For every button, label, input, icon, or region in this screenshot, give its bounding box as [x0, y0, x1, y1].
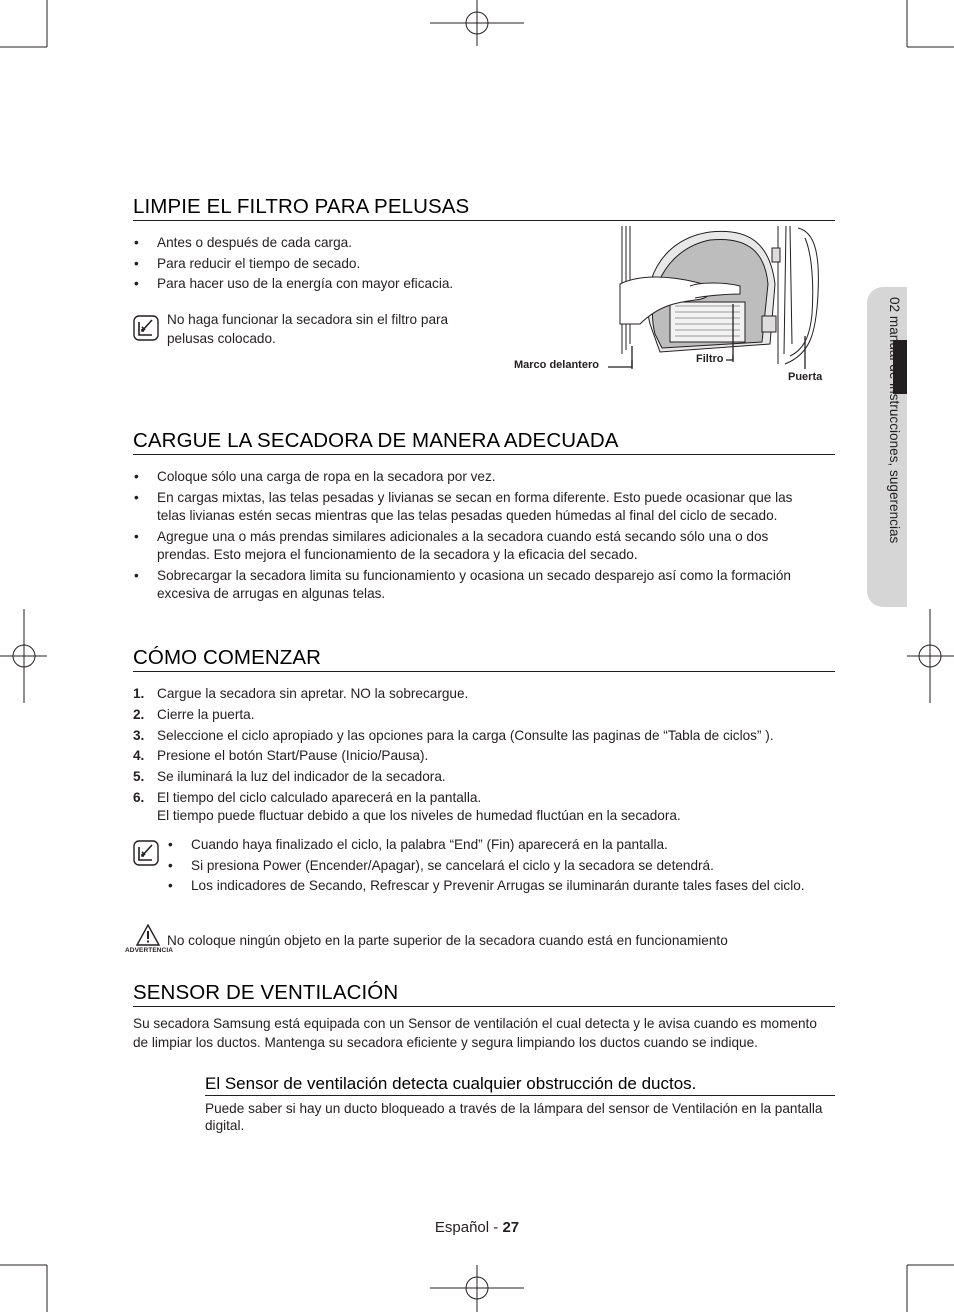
step-item: [133, 685, 828, 704]
step-text: Cargue la secadora sin apretar. NO la sobrecargue.: [157, 686, 469, 701]
list-item: • Los indicadores de Secando, Refrescar y Prevenir Arrugas se iluminarán durante tales fases del ciclo.: [167, 877, 817, 896]
note-icon: [133, 840, 159, 866]
footer-separator: -: [489, 1219, 503, 1236]
chapter-tab-label: 02 manual de instrucciones, sugerencias: [887, 297, 902, 544]
vent-subtitle: El Sensor de ventilación detecta cualquier obstrucción de ductos.: [205, 1073, 835, 1096]
section-title-lint-filter: LIMPIE EL FILTRO PARA PELUSAS: [133, 195, 835, 221]
step-number: 3.: [133, 727, 145, 743]
leader-line-front-frame: [606, 360, 636, 372]
page-footer: [0, 1219, 954, 1236]
list-item: • Cuando haya finalizado el ciclo, la palabra “End” (Fin) aparecerá en la pantalla.: [167, 836, 817, 855]
list-item: • Agregue una o más prendas similares adicionales a la secadora cuando está secando sólo una o dos prendas. Esto mejora el funcionamiento de la secadora y la eficacia del secado.: [133, 528, 823, 565]
step-text: El tiempo del ciclo calculado aparecerá en la pantalla.: [157, 789, 482, 805]
step-number: 6.: [133, 789, 145, 805]
step-text: Se iluminará la luz del indicador de la secadora.: [157, 769, 446, 785]
step-text-extra: El tiempo puede fluctuar debido a que los niveles de humedad fluctúan en la secadora.: [157, 808, 681, 824]
section-title-getting-started: CÓMO COMENZAR: [133, 646, 835, 672]
step-item: [133, 789, 828, 826]
step-item: [133, 727, 828, 746]
vent-subtext: Puede saber si hay un ducto bloqueado a través de la lámpara del sensor de Ventilación en la pantalla digital.: [205, 1101, 823, 1133]
label-door: Puerta: [788, 371, 823, 383]
step-item: [133, 706, 828, 725]
lint-bullet-list: [133, 234, 493, 296]
start-note-list: [167, 836, 817, 898]
lint-filter-illustration: [600, 224, 835, 374]
step-number: 4.: [133, 748, 145, 764]
section-title-load-dryer: CARGUE LA SECADORA DE MANERA ADECUADA: [133, 429, 835, 455]
warning-label: ADVERTENCIA: [125, 947, 174, 954]
step-item: [133, 768, 828, 787]
vent-intro-text: Su secadora Samsung está equipada con un Sensor de ventilación el cual detecta y le avisa cuando es momento de limpiar los ductos. Mantenga su secadora eficiente y segura limpiando los ductos cuando se indique.: [133, 1016, 817, 1050]
label-filter: Filtro: [696, 353, 724, 365]
warning-icon: [136, 924, 160, 946]
list-item: • Para reducir el tiempo de secado.: [133, 255, 493, 274]
step-number: 5.: [133, 769, 145, 785]
list-item: • Si presiona Power (Encender/Apagar), se cancelará el ciclo y la secadora se detendrá.: [167, 857, 817, 876]
load-bullet-list: [133, 468, 823, 606]
leader-line-filter: [724, 355, 736, 365]
list-item: • En cargas mixtas, las telas pesadas y livianas se secan en forma diferente. Esto puede ocasionar que las telas livianas estén secas mientras que las telas pesadas queden húmedas al final del ciclo de secado.: [133, 489, 823, 526]
list-item: • Sobrecargar la secadora limita su funcionamiento y ocasiona un secado desparejo así como la formación excesiva de arrugas en algunas telas.: [133, 567, 823, 604]
step-number: 2.: [133, 706, 145, 722]
page-number: 27: [502, 1219, 520, 1236]
section-title-vent-sensor: SENSOR DE VENTILACIÓN: [133, 981, 835, 1007]
step-number: 1.: [133, 686, 145, 701]
list-item: • Coloque sólo una carga de ropa en la secadora por vez.: [133, 468, 823, 487]
step-item: [133, 747, 828, 766]
label-front-frame: Marco delantero: [514, 359, 599, 371]
lint-note-text: No haga funcionar la secadora sin el filtro para pelusas colocado.: [167, 312, 449, 346]
start-steps-list: [133, 685, 828, 828]
step-text: Presione el botón Start/Pause (Inicio/Pausa).: [157, 748, 429, 764]
note-icon: [133, 315, 159, 341]
footer-language: Español: [434, 1219, 490, 1236]
step-text: Seleccione el ciclo apropiado y las opciones para la carga (Consulte las paginas de “Tabla de ciclos” ).: [157, 727, 774, 743]
step-text: Cierre la puerta.: [157, 706, 255, 722]
list-item: • Para hacer uso de la energía con mayor eficacia.: [133, 275, 493, 294]
list-item: • Antes o después de cada carga.: [133, 234, 493, 253]
warning-text: No coloque ningún objeto en la parte superior de la secadora cuando está en funcionamiento: [167, 933, 728, 948]
